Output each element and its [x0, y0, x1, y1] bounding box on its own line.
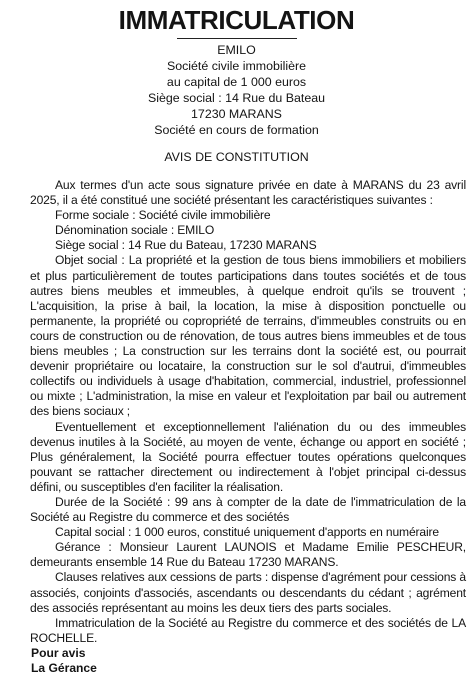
paragraph-share-transfer: Clauses relatives aux cessions de parts : dispense d'agrément pour cessions à associés, conjoints d'associés, ascendants ou descendants du cédant ; agrément des associés représentant au moins les deux tiers des parts sociales. — [30, 570, 466, 615]
section-heading: AVIS DE CONSTITUTION — [164, 150, 309, 164]
signature-block — [31, 646, 473, 676]
paragraph-duration: Durée de la Société : 99 ans à compter de la date de l'immatriculation de la Société au Registre du commerce et des sociétés — [30, 494, 466, 525]
company-name: EMILO — [217, 43, 256, 57]
company-form: Société civile immobilière — [166, 59, 307, 73]
signature-line-2: La Gérance — [31, 660, 97, 675]
title-divider — [177, 38, 297, 39]
paragraph-registered-office: Siège social : 14 Rue du Bateau, 17230 MARANS — [55, 238, 317, 253]
paragraph-management: Gérance : Monsieur Laurent LAUNOIS et Madame Emilie PESCHEUR, demeurants ensemble 14 Rue du Bateau 17230 MARANS. — [30, 540, 466, 570]
paragraph-intro: Aux termes d'un acte sous signature privée en date à MARANS du 23 avril 2025, il a été constitué une société présentant les caractéristiques suivantes : — [30, 178, 466, 208]
company-header — [0, 42, 473, 138]
paragraph-corporate-purpose: Objet social : La propriété et la gestion de tous biens immobiliers et mobiliers et plus particulièrement de toutes participations dans toutes sociétés et de tous autres biens meubles et immeubles, à quelque endroit qu'ils se trouvent ; L'acquisition, la prise à bail, la location, la mise à disposition ponctuelle ou permanente, la propriété ou copropriété de terrains, d'immeubles construits ou en cours de construction ou de rénovation, de tous autres biens immeubles et de tous biens meubles ; La construction sur les terrains dont la société est, ou pourrait devenir propriétaire ou locataire, la construction sur le sol d'autrui, d'immeubles collectifs ou individuels à usage d'habitation, commercial, industriel, professionnel ou mixte ; L'administration, la mise en valeur et l'exploitation par bail ou autrement des biens sociaux ; — [30, 253, 466, 419]
company-seat: Siège social : 14 Rue du Bateau — [147, 91, 326, 105]
company-city: 17230 MARANS — [191, 107, 282, 121]
paragraph-legal-form: Forme sociale : Société civile immobilière — [55, 208, 271, 223]
signature-line-1: Pour avis — [31, 645, 86, 660]
paragraph-registration: Immatriculation de la Société au Registre du commerce et des sociétés de LA ROCHELLE. — [30, 615, 466, 645]
paragraph-purpose-continued: Eventuellement et exceptionnellement l'aliénation du ou des immeubles devenus inutiles à la Société, au moyen de vente, échange ou apport en société ; Plus généralement, la Société pourra effectuer toutes opérations quelconques pouvant se rattacher directement ou indirectement à l'objet principal ci-dessus défini, ou susceptibles d'en faciliter la réalisation. — [30, 419, 466, 494]
company-status: Société en cours de formation — [154, 123, 319, 137]
notice-body — [30, 178, 466, 646]
paragraph-share-capital: Capital social : 1 000 euros, constitué uniquement d'apports en numéraire — [55, 525, 439, 540]
notice-title: IMMATRICULATION — [118, 5, 355, 35]
paragraph-company-name: Dénomination sociale : EMILO — [55, 223, 215, 238]
company-capital: au capital de 1 000 euros — [166, 75, 307, 89]
